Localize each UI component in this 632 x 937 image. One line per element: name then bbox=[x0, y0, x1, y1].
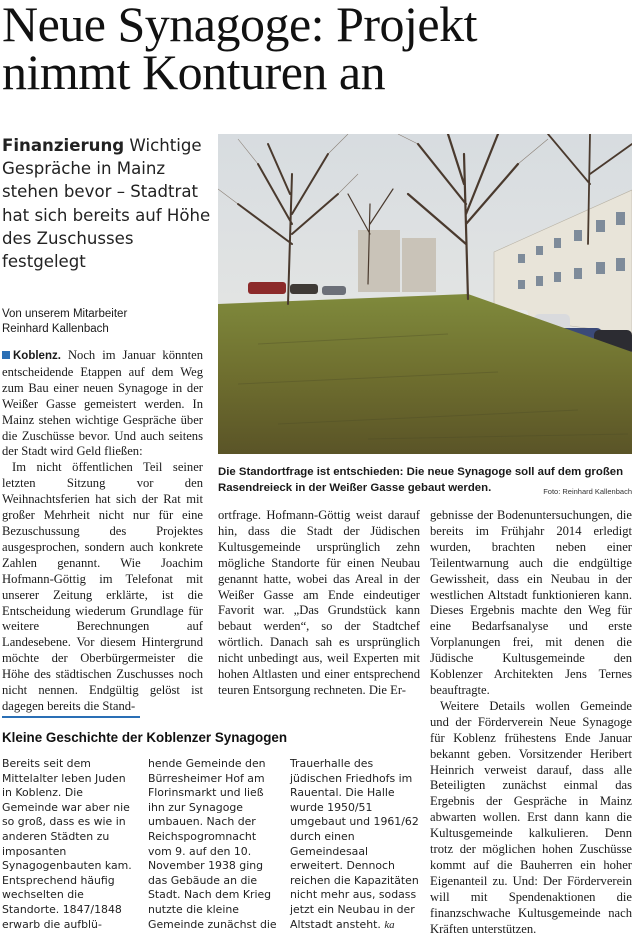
article-column-3 bbox=[430, 508, 632, 937]
photo-credit: Foto: Reinhard Kallenbach bbox=[543, 486, 632, 496]
box-title: Kleine Geschichte der Koblenzer Synagogen bbox=[2, 730, 287, 745]
box-col2-text: hende Gemeinde den Bürresheimer Hof am Florinsmarkt und ließ ihn zur Synagoge umbauen. Nach der Reichspogromnacht vom 9. auf den 10. November 1938 ging das Gebäude an die Stadt. Nach dem Krieg nutzte die kleine Gemeinde zunächst die bbox=[148, 757, 277, 931]
caption-text: Die Standortfrage ist entschieden: Die neue Synagoge soll auf dem großen Rasendreieck in der Weißer Gasse gebaut werden. bbox=[218, 466, 624, 494]
box-col1-text: Bereits seit dem Mittelalter leben Juden in Koblenz. Die Gemeinde war aber nie so groß, dass es wie in anderen Städten zu imposanten Synagogenbauten kam. Entsprechend häufig wechselten die Standorte. 1847/1848 erwarb die aufblü- bbox=[2, 757, 132, 931]
article-col1-para1: Noch im Januar könnten entscheidende Etappen auf dem Weg zum Bau einer neuen Synagoge in der Weißer Gasse gemeistert werden. In Mainz stehen wichtige Gespräche über die Zuschüsse bevor. Und auch seitens der Stadt wird Geld fließen: bbox=[2, 348, 203, 459]
subhead-kicker: Finanzierung bbox=[2, 136, 125, 155]
article-col1-para2: Im nicht öffentlichen Teil seiner letzten Sitzung vor den Weihnachtsferien hat sich der Rat mit großer Mehrheit nicht nur für eine Bezuschussung des Projektes ausgesprochen, sondern auch konkrete Zahlen genannt. Wie Joachim Hofmann-Göttig im Telefonat mit unserer Zeitung erklärte, ist die Entscheidung wiederum Grundlage für weitere Berechnungen auf Landesebene. Vor diesem Hintergrund möchte der Oberbürgermeister die Höhe des städtischen Zuschusses noch nicht nennen. Endgültig gelöst ist dagegen bereits die Stand- bbox=[2, 460, 203, 713]
author-sign: ka bbox=[384, 918, 395, 931]
box-column-1 bbox=[2, 757, 134, 932]
article-col2-para: ortfrage. Hofmann-Göttig weist darauf hin, dass die Stadt der Jüdischen Kultusgemeinde ursprünglich zehn mögliche Standorte für einen Neubau genannt hatte, wobei das Areal in der Weißer Gasse am Ende eindeutiger Favorit war. „Das Grundstück kann bebaut werden“, so der Stadtchef wörtlich. Danach sah es ursprünglich nicht unbedingt aus, weil Experten mit hohen Altlasten und einer entsprechend teuren Entsorgung rechneten. Die Er- bbox=[218, 508, 420, 697]
photo-caption bbox=[218, 465, 632, 499]
box-column-2 bbox=[148, 757, 280, 932]
subhead-text: Wichtige Gespräche in Mainz stehen bevor – Stadtrat hat sich bereits auf Höhe des Zuschusses festgelegt bbox=[2, 136, 211, 272]
bullet-square-icon bbox=[2, 351, 10, 359]
article-column-1 bbox=[2, 348, 203, 715]
dateline: Koblenz. bbox=[13, 350, 61, 362]
article-col3-para2: Weitere Details wollen Gemeinde und der Förderverein Neue Synagoge für Koblenz frühestens Ende Januar bekannt geben. Vorsitzender Heribert Heinrich verweist darauf, dass alle Beteiligten zunächst einmal das Ergebnis der Gespräche in Mainz abwarten wollen. Erst dann kann die Kultusgemeinde kalkulieren. Denn trotz der möglichen hohen Zuschüsse kommt auf die Bauherren ein hoher Eigenanteil zu. Und: Der Förderverein will mit Spendenaktionen die finanzschwache Kultusgemeinde nach Kräften unterstützen. bbox=[430, 698, 632, 936]
box-col3-text: Trauerhalle des jüdischen Friedhofs im Rauental. Die Halle wurde 1950/51 umgebaut und 1961/62 durch einen Gemeindesaal erweitert. Dennoch reichen die Kapazitäten nicht mehr aus, sodass jetzt ein Neubau in der Altstadt ansteht. bbox=[290, 757, 419, 931]
byline: Von unserem Mitarbeiter Reinhard Kallenbach bbox=[2, 308, 128, 335]
box-column-3 bbox=[290, 757, 422, 932]
photo-rasendreieck bbox=[218, 134, 632, 454]
box-accent-rule bbox=[2, 716, 140, 718]
headline: Neue Synagoge: Projekt nimmt Konturen an bbox=[2, 0, 478, 100]
subheadline bbox=[2, 134, 214, 273]
article-column-2 bbox=[218, 508, 420, 699]
article-col3-para1: gebnisse der Bodenuntersuchungen, die bereits im Frühjahr 2014 erledigt wurden, brachten neben einer Teilentwarnung auch die endgültige Gewissheit, dass ein Neubau in der westlichen Altstadt funktionieren kann. Dieses Ergebnis machte den Weg für eine Bedarfsanalyse und erste Vorplanungen frei, mit denen die Jüdische Kultusgemeinde den Koblenzer Architekten Jens Ternes beauftragte. bbox=[430, 508, 632, 697]
